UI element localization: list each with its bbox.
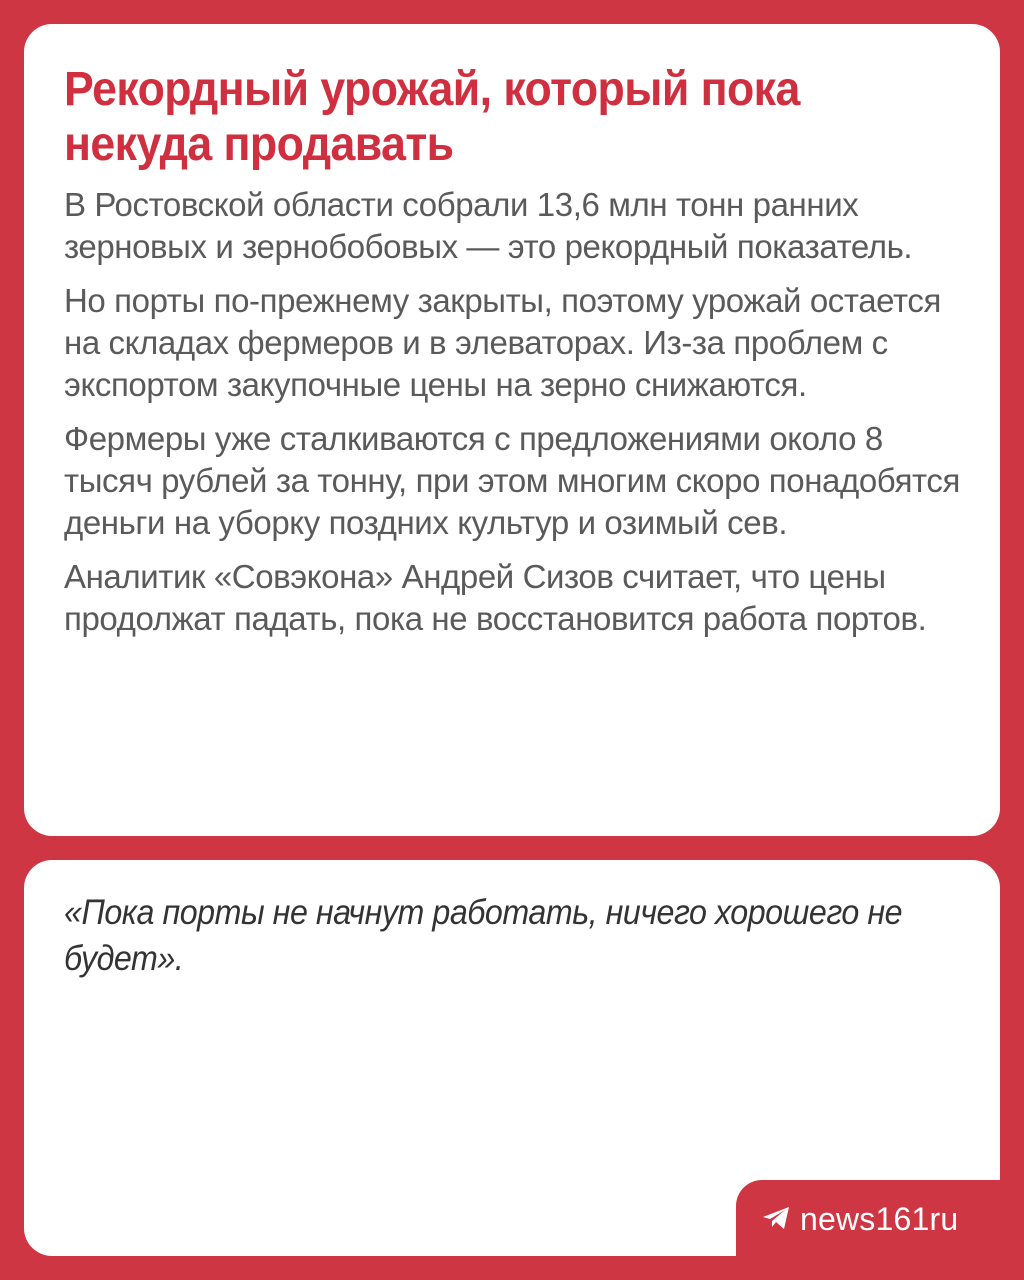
brand-handle: news161ru — [800, 1200, 959, 1237]
article-paragraph-2: Но порты по-прежнему закрыты, поэтому урожай остается на складах фермеров и в элеваторах. Из-за проблем с экспортом закупочные цены на зерно снижаются. — [64, 282, 941, 403]
telegram-icon — [762, 1201, 800, 1238]
quote-text: «Пока порты не начнут работать, ничего хорошего не будет». — [64, 893, 903, 978]
article-paragraph-1: В Ростовской области собрали 13,6 млн тонн ранних зерновых и зернобобовых — это рекордный показатель. — [64, 186, 913, 265]
article-card — [24, 24, 1000, 836]
article-paragraph-4: Аналитик «Совэкона» Андрей Сизов считает, что цены продолжат падать, пока не восстановится работа портов. — [64, 558, 927, 637]
article-paragraph-3: Фермеры уже сталкиваются с предложениями около 8 тысяч рублей за тонну, при этом многим скоро понадобятся деньги на уборку поздних культур и озимый сев. — [64, 420, 960, 541]
brand-link[interactable] — [762, 1196, 958, 1242]
article-headline: Рекордный урожай, который пока некуда продавать — [64, 63, 800, 171]
